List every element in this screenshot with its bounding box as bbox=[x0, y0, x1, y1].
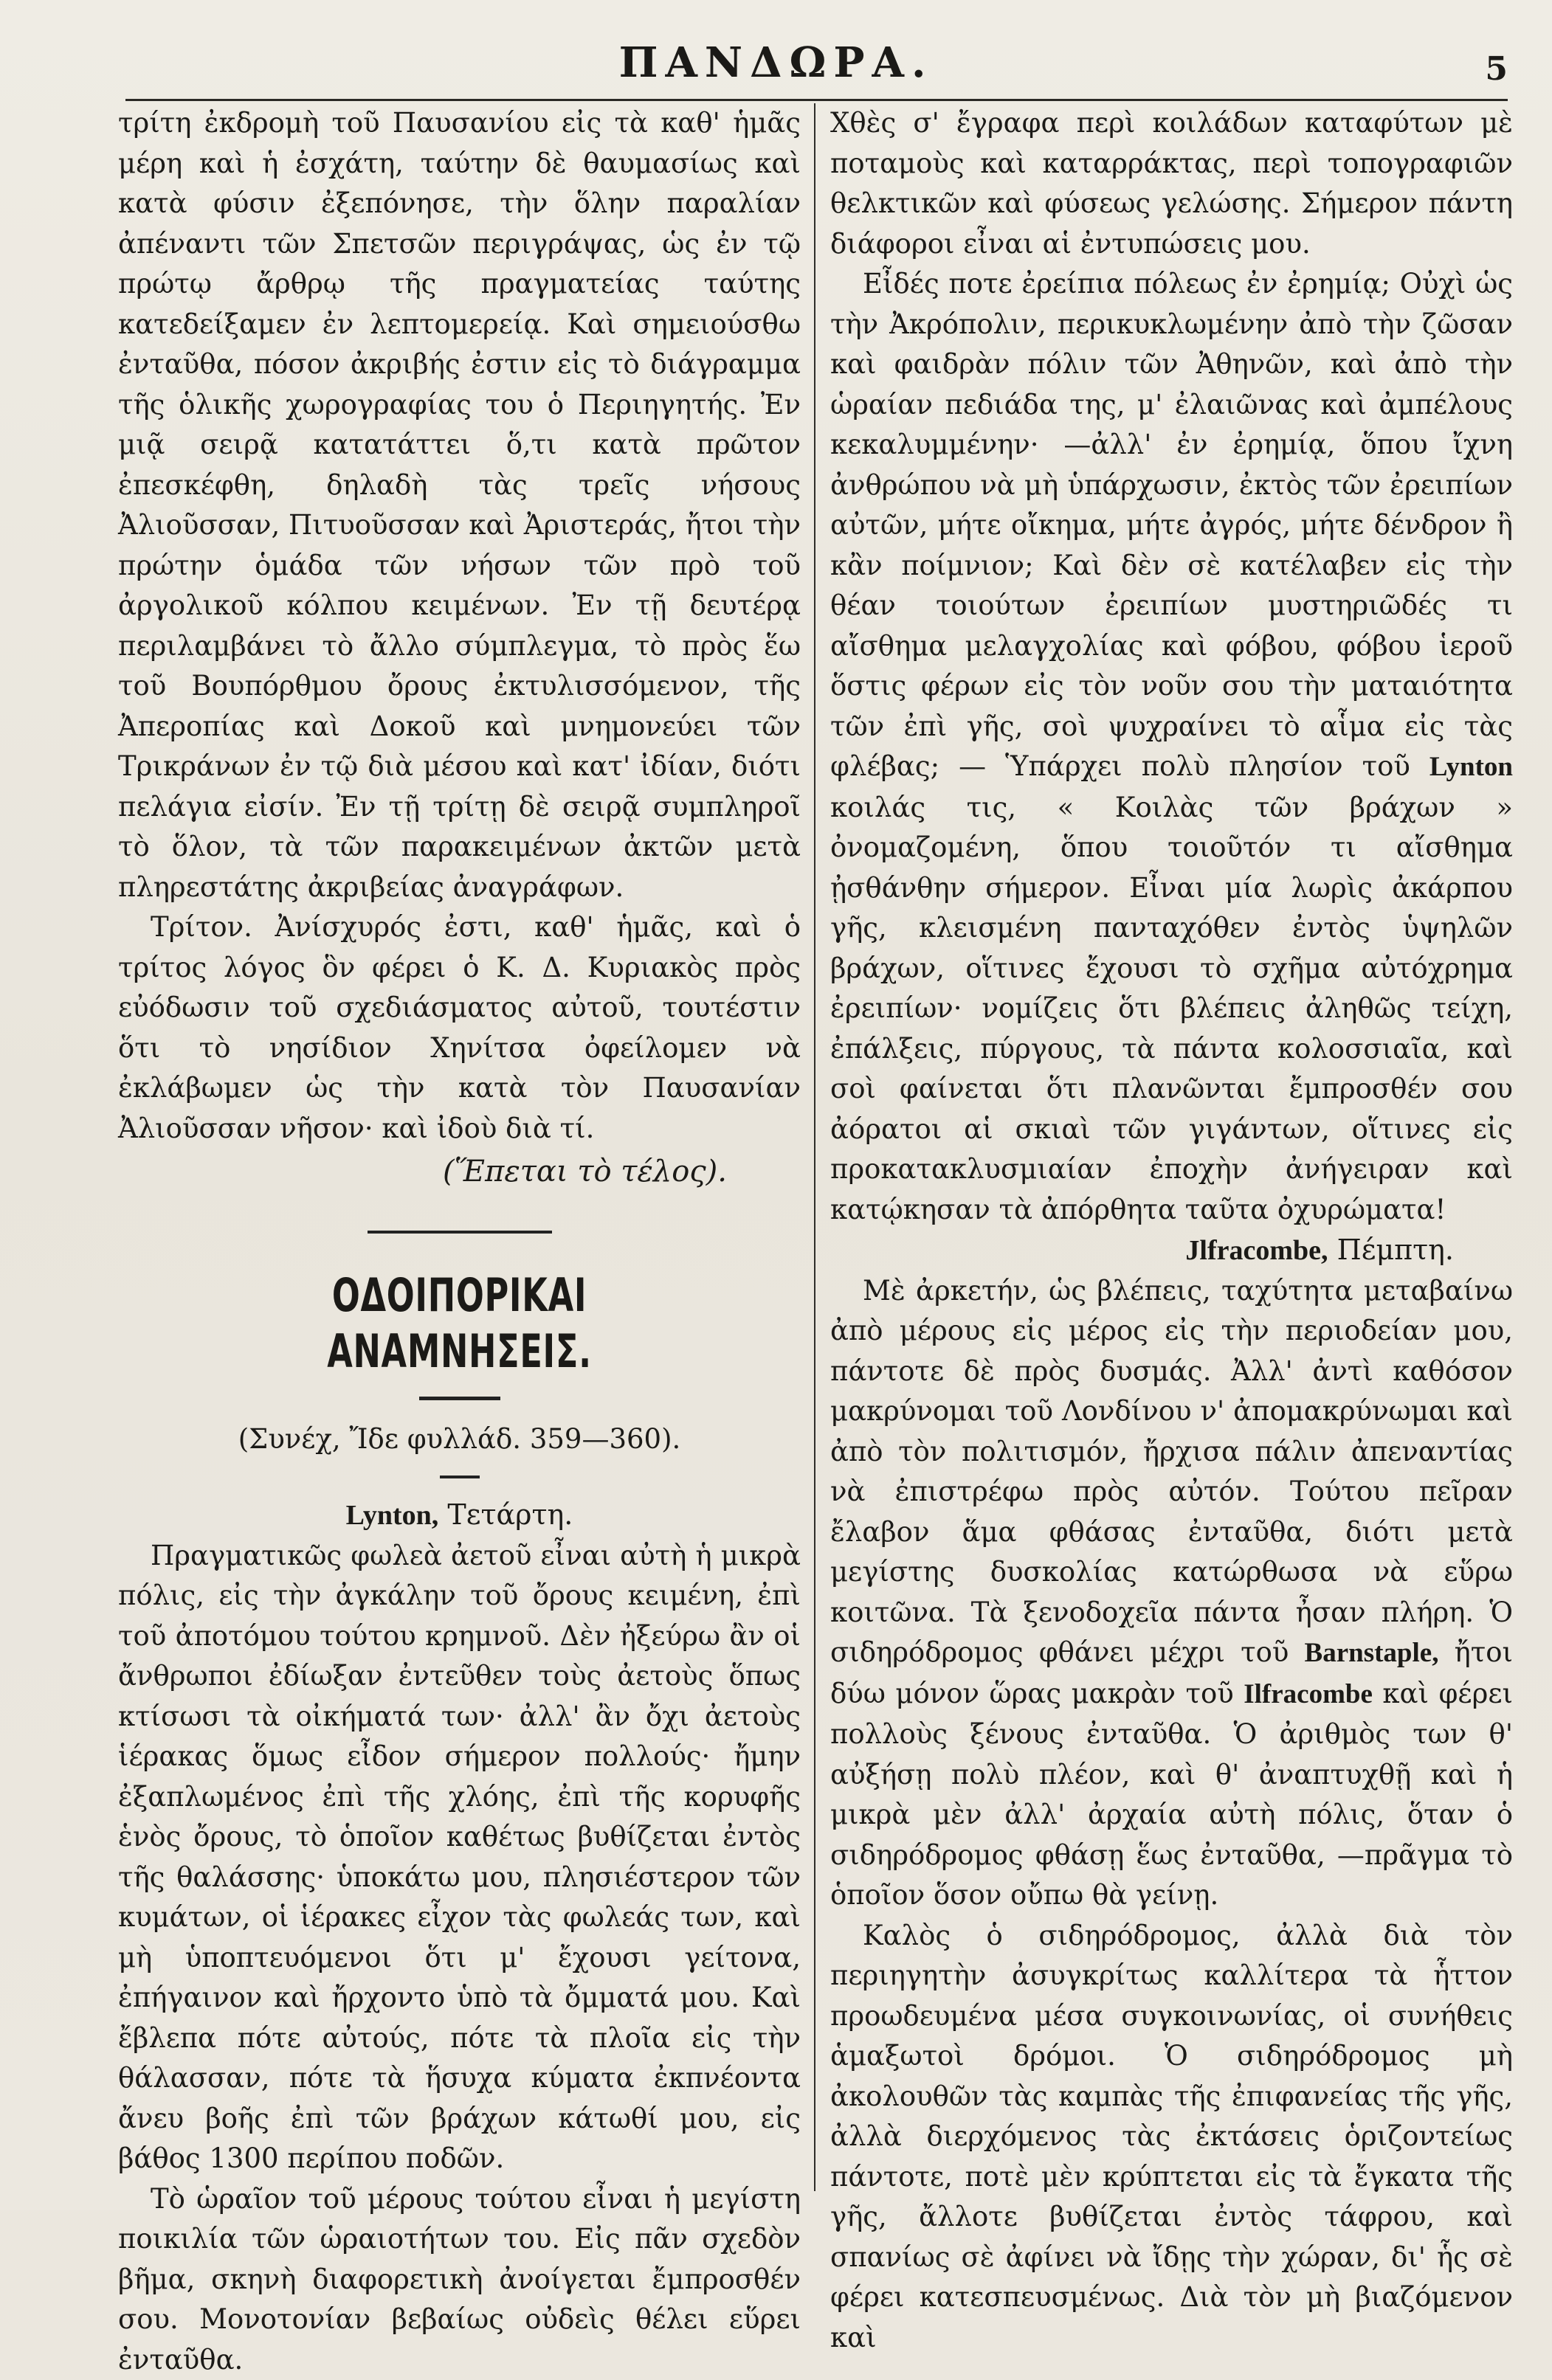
dateline-day: Τετάρτη. bbox=[447, 1498, 573, 1531]
dateline-day: Πέμπτη. bbox=[1337, 1234, 1454, 1266]
paragraph: Καλὸς ὁ σιδηρόδρομος, ἀλλὰ διὰ τὸν περιηγητὴν ἀσυγκρίτως καλλίτερα τὰ ἧττον προωδευμένα μέσα συγκοινωνίας, οἱ συνήθεις ἁμαξωτοὶ δρόμοι. Ὁ σιδηρόδρομος μὴ ἀκολουθῶν τὰς καμπὰς τῆς ἐπιφανείας τῆς γῆς, ἀλλὰ διερχόμενος τὰς ἐκτάσεις ὁριζοντείως πάντοτε, ποτὲ μὲν κρύπτεται εἰς τὰ ἔγκατα τῆς γῆς, ἄλλοτε βυθίζεται ἐντὸς τάφρου, καὶ σπανίως σὲ ἀφίνει νὰ ἴδῃς τὴν χώραν, δι' ἧς σὲ φέρει κατεσπευσμένως. Διὰ τὸν μὴ βιαζόμενον καὶ bbox=[830, 1916, 1513, 2359]
continued-note: (Ἕπεται τὸ τέλος). bbox=[118, 1152, 801, 1192]
column-divider bbox=[814, 103, 815, 2191]
header-rule bbox=[125, 99, 1508, 101]
section-title: ΟΔΟΙΠΟΡΙΚΑΙ ΑΝΑΜΝΗΣΕΙΣ. bbox=[214, 1267, 706, 1380]
paragraph: Χθὲς σ' ἔγραφα περὶ κοιλάδων καταφύτων μὲ ποταμοὺς καὶ καταρράκτας, περὶ τοπογραφιῶν θελκτικῶν καὶ φύσεως γελώσης. Σήμερον πάντη διάφοροι εἶναι αἱ ἐντυπώσεις μου. bbox=[830, 103, 1513, 264]
page-number: 5 bbox=[1485, 50, 1508, 88]
paragraph: Τὸ ὡραῖον τοῦ μέρους τούτου εἶναι ἡ μεγίστη ποικιλία τῶν ὡραιοτήτων του. Εἰς πᾶν σχεδὸν βῆμα, σκηνὴ διαφορετικὴ ἀνοίγεται ἔμπροσθέν σου. Μονοτονίαν βεβαίως οὐδεὶς θέλει εὕρει ἐνταῦθα. bbox=[118, 2179, 801, 2380]
right-column bbox=[830, 103, 1513, 2358]
masthead-title: ΠΑΝΔΩΡΑ. bbox=[0, 38, 1552, 87]
paragraph-text: Μὲ ἀρκετήν, ὡς βλέπεις, ταχύτητα μεταβαίνω ἀπὸ μέρους εἰς μέρος εἰς τὴν περιοδείαν μου, πάντοτε δὲ πρὸς δυσμάς. Ἀλλ' ἀντὶ καθόσον μακρύνομαι τοῦ Λονδίνου ν' ἀπομακρύνωμαι καὶ ἀπὸ τὸν πολιτισμόν, ἤρχισα πάλιν ἀπεναντίας νὰ ἐπιστρέφω πρὸς αὐτόν. Τούτου πεῖραν ἔλαβον ἅμα φθάσας ἐνταῦθα, διότι μετὰ μεγίστης δυσκολίας κατώρθωσα νὰ εὕρω κοιτῶνα. Τὰ ξενοδοχεῖα πάντα ἦσαν πλήρη. Ὁ σιδηρόδρομος φθάνει μέχρι τοῦ bbox=[830, 1275, 1513, 1669]
section-divider bbox=[368, 1231, 552, 1234]
paragraph-text: καὶ φέρει πολλοὺς ξένους ἐνταῦθα. Ὁ ἀριθμὸς των θ' αὐξήσῃ πολὺ πλέον, καὶ θ' ἀναπτυχθῇ καὶ ἡ μικρὰ μὲν ἀλλ' ἀρχαία αὐτὴ πόλις, ὅταν ὁ σιδηρόδρομος φθάσῃ ἕως ἐνταῦθα, —πρᾶγμα τὸ ὁποῖον ὅσον οὔπω θὰ γείνῃ. bbox=[830, 1678, 1513, 1912]
paragraph: Πραγματικῶς φωλεὰ ἀετοῦ εἶναι αὐτὴ ἡ μικρὰ πόλις, εἰς τὴν ἀγκάλην τοῦ ὄρους κειμένη, ἐπὶ τοῦ ἀποτόμου τούτου κρημνοῦ. Δὲν ἠξεύρω ἂν οἱ ἄνθρωποι ἐδίωξαν ἐντεῦθεν τοὺς ἀετοὺς ὅπως κτίσωσι τὰ οἰκήματά των· ἀλλ' ἂν ὄχι ἀετοὺς ἱέρακας ὅμως εἶδον σήμερον πολλούς· ἤμην ἐξαπλωμένος ἐπὶ τῆς χλόης, ἐπὶ τῆς κορυφῆς ἑνὸς ὄρους, τὸ ὁποῖον καθέτως βυθίζεται ἐντὸς τῆς θαλάσσης· ὑποκάτω μου, πλησιέστερον τῶν κυμάτων, οἱ ἱέρακες εἶχον τὰς φωλεάς των, καὶ μὴ ὑποπτευόμενοι ὅτι μ' ἔχουσι γείτονα, ἐπήγαινον καὶ ἤρχοντο ὑπὸ τὰ ὄμματά μου. Καὶ ἔβλεπα πότε αὐτούς, πότε τὰ πλοῖα εἰς τὴν θάλασσαν, πότε τὰ ἥσυχα κύματα ἐκπνέοντα ἄνευ βοῆς ἐπὶ τῶν βράχων κάτωθί μου, εἰς βάθος 1300 περίπου ποδῶν. bbox=[118, 1536, 801, 2179]
place-name: Lynton bbox=[1429, 752, 1513, 782]
paragraph-text: Εἶδές ποτε ἐρείπια πόλεως ἐν ἐρημίᾳ; Οὐχὶ ὡς τὴν Ἀκρόπολιν, περικυκλωμένην ἀπὸ τὴν ζῶσαν καὶ φαιδρὰν πόλιν τῶν Ἀθηνῶν, καὶ ἀπὸ τὴν ὡραίαν πεδιάδα της, μ' ἐλαιῶνας καὶ ἀμπέλους κεκαλυμμένην· —ἀλλ' ἐν ἐρημίᾳ, ὅπου ἴχνη ἀνθρώπου νὰ μὴ ὑπάρχωσιν, ἐκτὸς τῶν ἐρειπίων αὐτῶν, μήτε οἴκημα, μήτε ἀγρός, μήτε δένδρον ἢ κἂν ποίμνιον; Καὶ δὲν σὲ κατέλαβεν εἰς τὴν θέαν τοιούτων ἐρειπίων μυστηριῶδές τι αἴσθημα μελαγχολίας καὶ φόβου, φόβου ἱεροῦ ὅστις φέρων εἰς τὸν νοῦν σου τὴν ματαιότητα τῶν ἐπὶ γῆς, σοὶ ψυχραίνει τὸ αἷμα εἰς τὰς φλέβας; — Ὑπάρχει πολὺ πλησίον τοῦ bbox=[830, 268, 1513, 782]
paragraph-text: ἤτοι δύω μόνον ὥρας μακρὰν τοῦ bbox=[830, 1636, 1513, 1709]
paragraph bbox=[830, 264, 1513, 1230]
dateline-place: Jlfracombe, bbox=[1185, 1235, 1328, 1266]
ornament-divider bbox=[118, 1383, 801, 1412]
paragraph-text: κοιλάς τις, « Κοιλὰς τῶν βράχων » ὀνομαζομένη, ὅπου τοιοῦτόν τι αἴσθημα ᾐσθάνθην σήμερον. Εἶναι μία λωρὶς ἀκάρπου γῆς, κλεισμένη πανταχόθεν ἐντὸς ὑψηλῶν βράχων, οἵτινες ἔχουσι τὸ σχῆμα αὐτόχρημα ἐρειπίων· νομίζεις ὅτι βλέπεις ἀληθῶς τείχη, ἐπάλξεις, πύργους, τὰ πάντα κολοσσιαῖα, καὶ σοὶ φαίνεται ὅτι πλανῶνται ἔμπροσθέν σου ἀόρατοι αἱ σκιαὶ τῶν γιγάντων, οἵτινες εἰς προκατακλυσμιαίαν ἐποχὴν ἀνήγειραν καὶ κατῴκησαν τὰ ἀπόρθητα ταῦτα ὀχυρώματα! bbox=[830, 792, 1513, 1225]
place-name: Barnstaple, bbox=[1305, 1638, 1439, 1668]
paragraph bbox=[830, 1271, 1513, 1916]
left-column bbox=[118, 103, 801, 2380]
paragraph: Τρίτον. Ἀνίσχυρός ἐστι, καθ' ἡμᾶς, καὶ ὁ τρίτος λόγος ὃν φέρει ὁ Κ. Δ. Κυριακὸς πρὸς εὐόδωσιν τοῦ σχεδιάσματος αὐτοῦ, τουτέστιν ὅτι τὸ νησίδιον Χηνίτσα ὀφείλομεν νὰ ἐκλάβωμεν ὡς τὴν κατὰ τὸν Παυσανίαν Ἀλιοῦσσαν νῆσον· καὶ ἰδοὺ διὰ τί. bbox=[118, 907, 801, 1149]
dateline bbox=[830, 1230, 1513, 1271]
place-name: Ilfracombe bbox=[1244, 1679, 1373, 1709]
reference-note: (Συνέχ, Ἴδε φυλλάδ. 359—360). bbox=[118, 1419, 801, 1460]
dateline bbox=[118, 1495, 801, 1536]
small-divider bbox=[440, 1476, 480, 1478]
paragraph: τρίτη ἐκδρομὴ τοῦ Παυσανίου εἰς τὰ καθ' ἡμᾶς μέρη καὶ ἡ ἐσχάτη, ταύτην δὲ θαυμασίως καὶ κατὰ φύσιν ἐξεπόνησε, τὴν ὅλην παραλίαν ἀπέναντι τῶν Σπετσῶν περιγράψας, ὡς ἐν τῷ πρώτῳ ἄρθρῳ τῆς πραγματείας ταύτης κατεδείξαμεν ἐν λεπτομερείᾳ. Καὶ σημειούσθω ἐνταῦθα, πόσον ἀκριβής ἐστιν εἰς τὸ διάγραμμα τῆς ὁλικῆς χωρογραφίας του ὁ Περιηγητής. Ἐν μιᾷ σειρᾷ κατατάττει ὅ,τι κατὰ πρῶτον ἐπεσκέφθη, δηλαδὴ τὰς τρεῖς νήσους Ἀλιοῦσσαν, Πιτυοῦσσαν καὶ Ἀριστεράς, ἤτοι τὴν πρώτην ὁμάδα τῶν νήσων τῶν πρὸ τοῦ ἀργολικοῦ κόλπου κειμένων. Ἐν τῇ δευτέρᾳ περιλαμβάνει τὸ ἄλλο σύμπλεγμα, τὸ πρὸς ἕω τοῦ Βουπόρθμου ὄρους ἐκτυλισσόμενον, τῆς Ἀπεροπίας καὶ Δοκοῦ καὶ μνημονεύει τῶν Τρικράνων ἐν τῷ διὰ μέσου καὶ κατ' ἰδίαν, διότι πελάγια εἰσίν. Ἐν τῇ τρίτῃ δὲ σειρᾷ συμπληροῖ τὸ ὅλον, τὰ τῶν παρακειμένων ἀκτῶν μετὰ πληρεστάτης ἀκριβείας ἀναγράφων. bbox=[118, 103, 801, 907]
dateline-place: Lynton, bbox=[346, 1500, 439, 1531]
